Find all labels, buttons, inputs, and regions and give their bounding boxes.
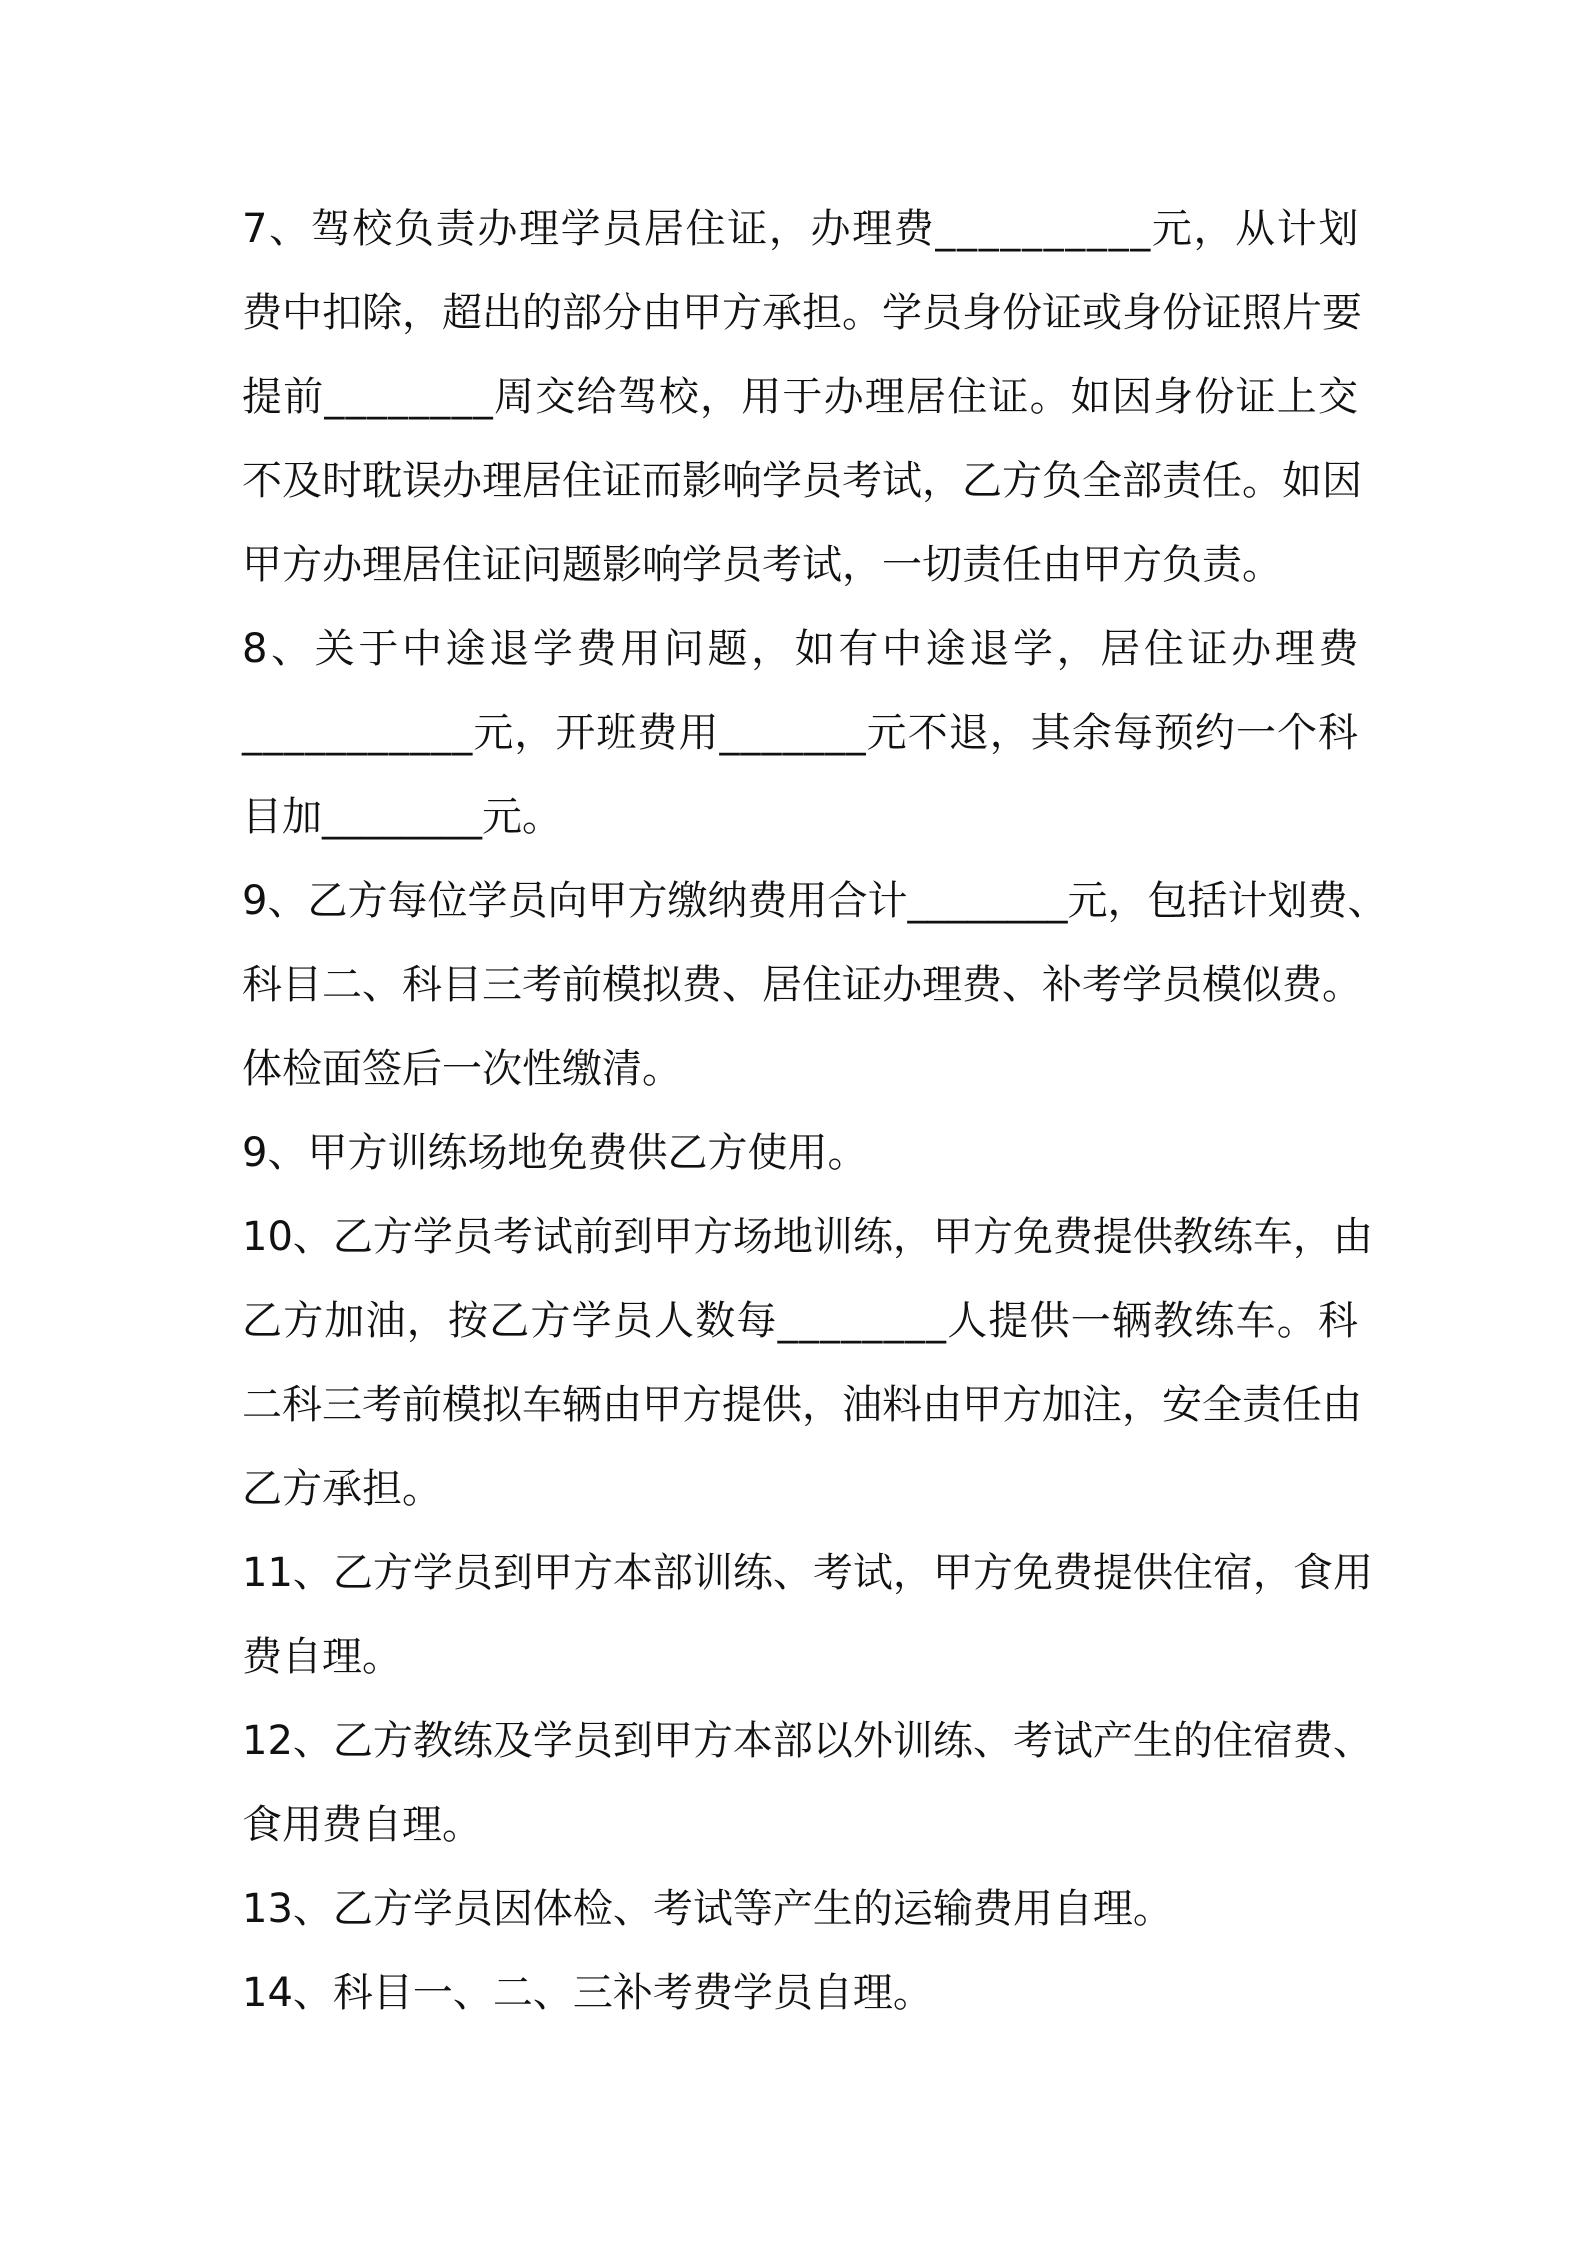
text-line: 13、乙方学员因体检、考试等产生的运输费用自理。 — [242, 1886, 1173, 1932]
text-line: 乙方承担。 — [242, 1466, 442, 1512]
text-line: 乙方加油，按乙方学员人数每________人提供一辆教练车。科 — [242, 1298, 1360, 1344]
text-line: 费中扣除，超出的部分由甲方承担。学员身份证或身份证照片要 — [242, 290, 1362, 336]
text-line: 7、驾校负责办理学员居住证，办理费__________元，从计划 — [242, 206, 1361, 252]
text-line: 不及时耽误办理居住证而影响学员考试，乙方负全部责任。如因 — [242, 458, 1362, 504]
text-line: 科目二、科目三考前模拟费、居住证办理费、补考学员模似费。 — [242, 962, 1362, 1008]
clause-paragraph — [242, 1111, 1358, 1195]
text-line: 二科三考前模拟车辆由甲方提供，油料由甲方加注，安全责任由 — [242, 1382, 1362, 1428]
document-body — [242, 187, 1388, 2035]
text-line: 9、乙方每位学员向甲方缴纳费用合计________元，包括计划费、 — [242, 878, 1388, 924]
clause-paragraph — [242, 607, 1363, 859]
text-line: 目加________元。 — [242, 794, 562, 840]
clause-paragraph — [242, 1195, 1373, 1531]
clause-paragraph — [242, 859, 1388, 1111]
text-line: ___________元，开班费用_______元不退，其余每预约一个科 — [242, 710, 1360, 756]
text-line: 提前________周交给驾校，用于办理居住证。如因身份证上交 — [242, 374, 1360, 420]
text-line: 14、科目一、二、三补考费学员自理。 — [242, 1970, 933, 2016]
clause-paragraph — [242, 1951, 1358, 2035]
text-line: 11、乙方学员到甲方本部训练、考试，甲方免费提供住宿，食用 — [242, 1550, 1373, 1596]
text-line: 费自理。 — [242, 1634, 402, 1680]
clause-paragraph — [242, 1531, 1373, 1699]
text-line: 12、乙方教练及学员到甲方本部以外训练、考试产生的住宿费、 — [242, 1718, 1373, 1764]
text-line: 9、甲方训练场地免费供乙方使用。 — [242, 1130, 868, 1176]
text-line: 甲方办理居住证问题影响学员考试，一切责任由甲方负责。 — [242, 542, 1282, 588]
clause-paragraph — [242, 1699, 1373, 1867]
clause-paragraph — [242, 187, 1362, 607]
text-line: 食用费自理。 — [242, 1802, 482, 1848]
text-line: 10、乙方学员考试前到甲方场地训练，甲方免费提供教练车，由 — [242, 1214, 1373, 1260]
clause-paragraph — [242, 1867, 1358, 1951]
text-line: 体检面签后一次性缴清。 — [242, 1046, 682, 1092]
text-line: 8、关于中途退学费用问题，如有中途退学，居住证办理费 — [242, 626, 1363, 672]
